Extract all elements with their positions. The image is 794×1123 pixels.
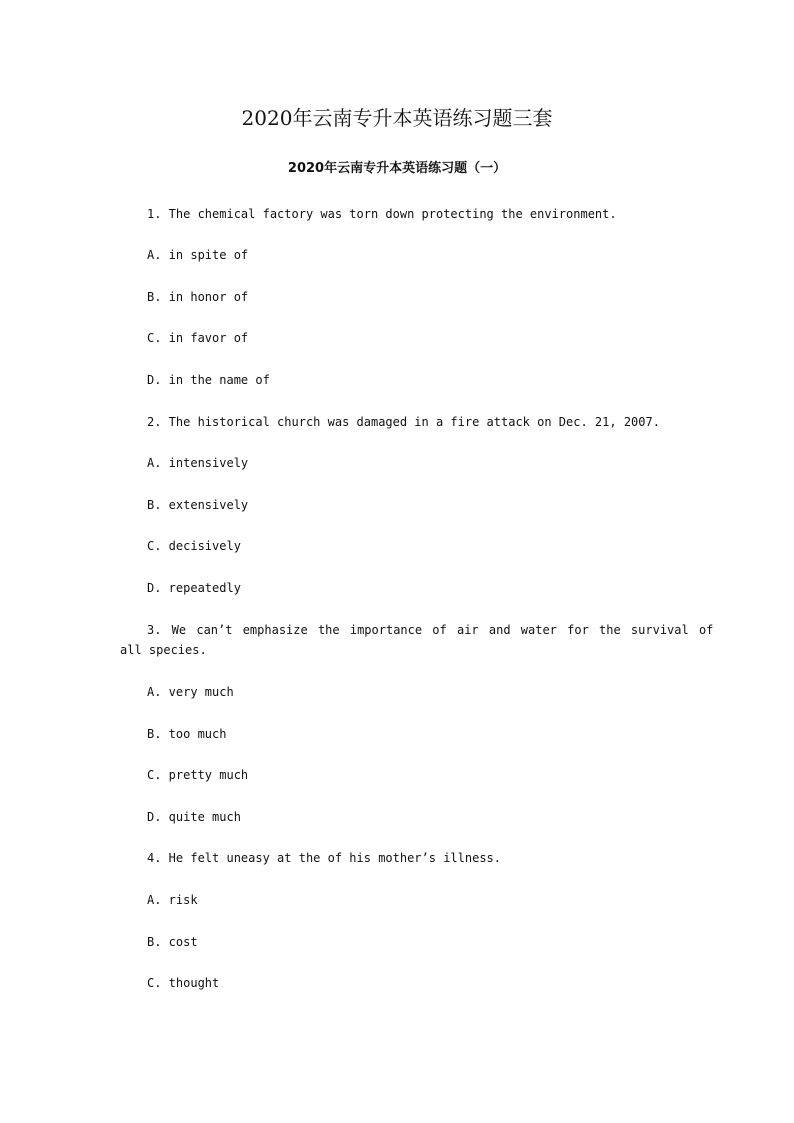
section-title: 2020年云南专升本英语练习题（一） — [287, 161, 507, 176]
option-4b: B. cost — [147, 935, 198, 949]
option-2a: A. intensively — [147, 456, 249, 470]
option-2d: D. repeatedly — [147, 581, 241, 595]
option-1c: C. in favor of — [147, 331, 249, 345]
option-1a: A. in spite of — [147, 248, 249, 262]
option-4a: A. risk — [147, 893, 198, 907]
question-stem-2: 2. The historical church was damaged in a fire attack on Dec. 21, 2007. — [147, 415, 660, 429]
question-stem-3-line1: 3. We can’t emphasize the importance of air and water for the survival of — [147, 623, 714, 637]
option-4c: C. thought — [147, 976, 220, 990]
question-stem-3-line2: all species. — [120, 643, 207, 657]
question-stem-4: 4. He felt uneasy at the of his mother’s illness. — [147, 851, 502, 865]
option-3d: D. quite much — [147, 810, 241, 824]
option-3a: A. very much — [147, 685, 234, 699]
option-1b: B. in honor of — [147, 290, 249, 304]
main-title: 2020年云南专升本英语练习题三套 — [241, 106, 553, 130]
option-2c: C. decisively — [147, 539, 241, 553]
option-3c: C. pretty much — [147, 768, 249, 782]
option-1d: D. in the name of — [147, 373, 270, 387]
option-2b: B. extensively — [147, 498, 249, 512]
option-3b: B. too much — [147, 727, 227, 741]
question-stem-1: 1. The chemical factory was torn down protecting the environment. — [147, 207, 617, 221]
